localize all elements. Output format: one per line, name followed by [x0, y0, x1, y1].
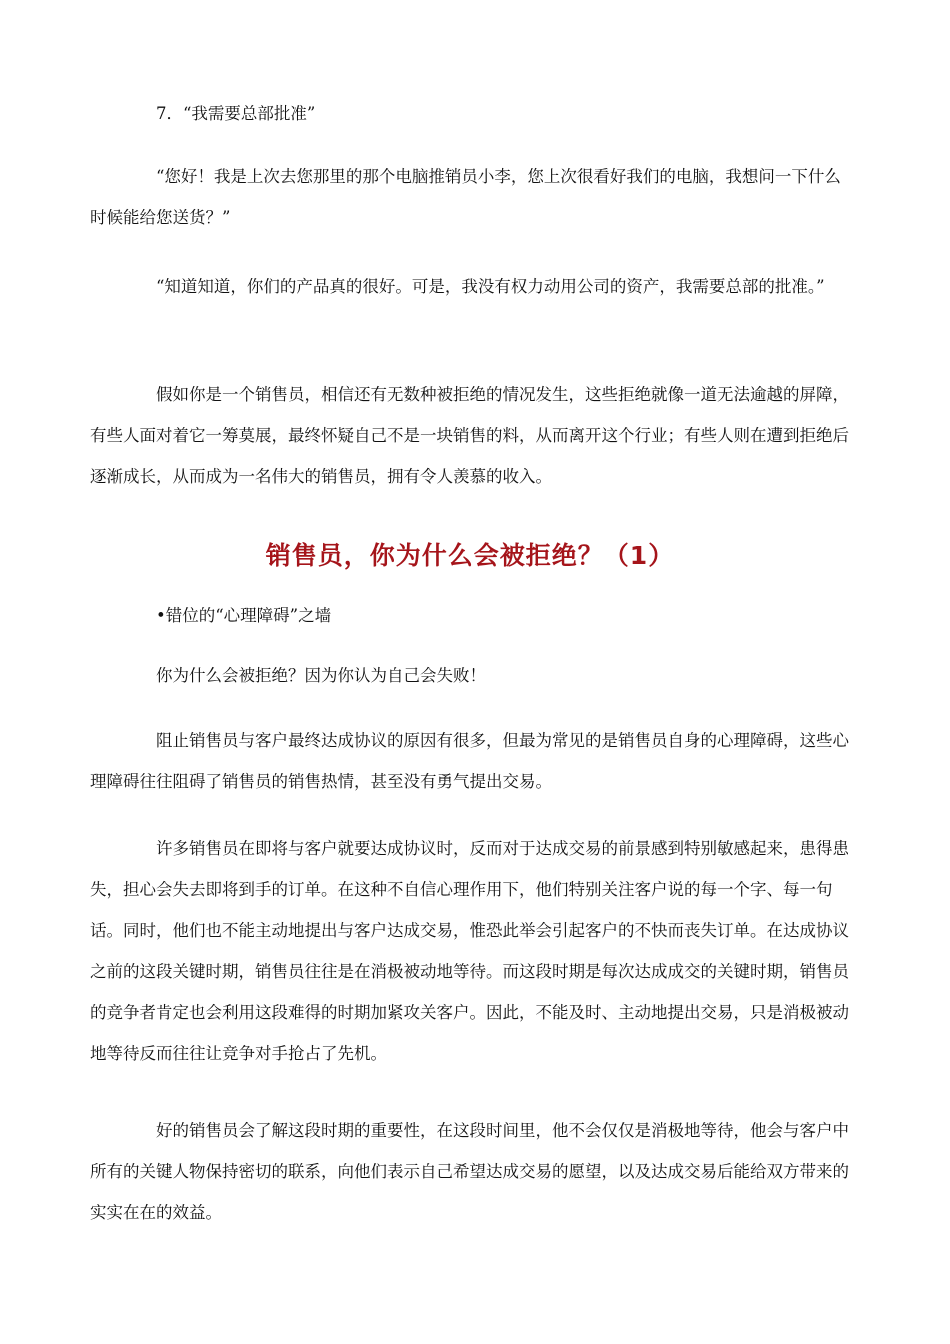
body-paragraph: 好的销售员会了解这段时期的重要性，在这段时间里，他不会仅仅是消极地等待，他会与客户中所有的关键人物保持密切的联系，向他们表示自己希望达成交易的愿望，以及达成交易后能给双方带来的实实在在的效益。: [90, 1121, 849, 1222]
dialogue-customer: “知道知道，你们的产品真的很好。可是，我没有权力动用公司的资产，我需要总部的批准。”: [156, 277, 825, 296]
chapter-title: 销售员，你为什么会被拒绝？（1）: [265, 541, 675, 570]
section-heading: 7．“我需要总部批准”: [156, 104, 316, 123]
bullet-heading: •错位的“心理障碍”之墙: [156, 606, 332, 625]
summary-paragraph: 假如你是一个销售员，相信还有无数种被拒绝的情况发生，这些拒绝就像一道无法逾越的屏障，有些人面对着它一筹莫展，最终怀疑自己不是一块销售的料，从而离开这个行业；有些人则在遭到拒绝后逐渐成长，从而成为一名伟大的销售员，拥有令人羡慕的收入。: [90, 385, 849, 486]
body-paragraph: 阻止销售员与客户最终达成协议的原因有很多，但最为常见的是销售员自身的心理障碍，这些心理障碍往往阻碍了销售员的销售热情，甚至没有勇气提出交易。: [90, 731, 849, 791]
question-line: 你为什么会被拒绝？因为你认为自己会失败！: [156, 666, 486, 685]
body-paragraph: 许多销售员在即将与客户就要达成协议时，反而对于达成交易的前景感到特别敏感起来，患得患失，担心会失去即将到手的订单。在这种不自信心理作用下，他们特别关注客户说的每一个字、每一句话。同时，他们也不能主动地提出与客户达成交易，惟恐此举会引起客户的不快而丧失订单。在达成协议之前的这段关键时期，销售员往往是在消极被动地等待。而这段时期是每次达成成交的关键时期，销售员的竞争者肯定也会利用这段难得的时期加紧攻关客户。因此，不能及时、主动地提出交易，只是消极被动地等待反而往往让竞争对手抢占了先机。: [90, 839, 849, 1063]
dialogue-salesperson: “您好！我是上次去您那里的那个电脑推销员小李，您上次很看好我们的电脑，我想问一下什么时候能给您送货？”: [90, 167, 841, 227]
